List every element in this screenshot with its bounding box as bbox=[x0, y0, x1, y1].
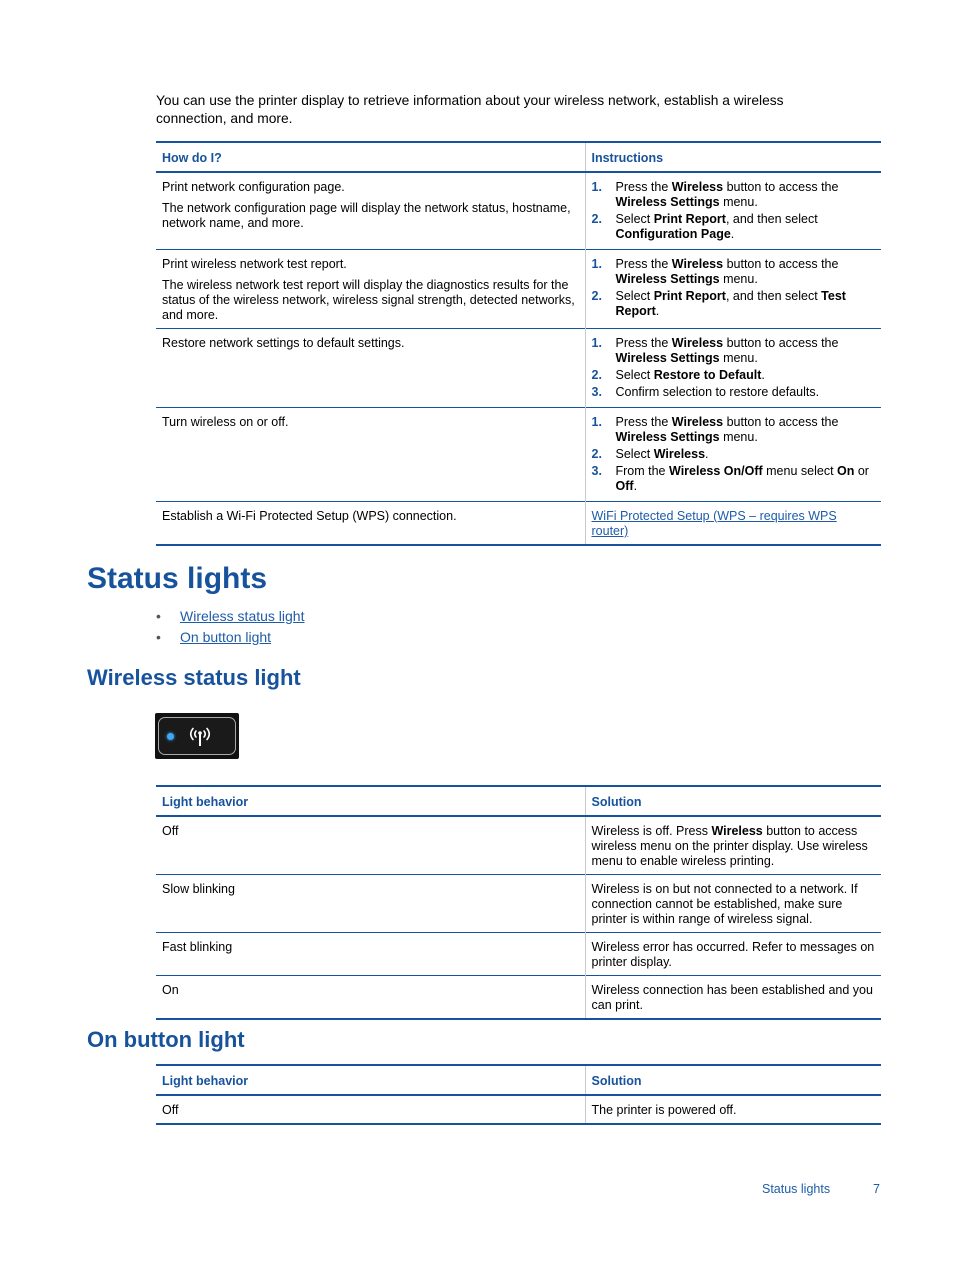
instruction-step: 2. Select Print Report, and then select Configuration Page. bbox=[591, 212, 818, 241]
column-header-solution: Solution bbox=[585, 786, 881, 816]
table-row bbox=[156, 172, 881, 250]
wireless-led bbox=[167, 733, 174, 740]
task-label: Print network configuration page. bbox=[162, 180, 345, 194]
instruction-steps bbox=[592, 180, 876, 242]
column-header-light-behavior: Light behavior bbox=[156, 1065, 585, 1095]
light-solution: Wireless error has occurred. Refer to messages on printer display. bbox=[585, 933, 881, 976]
instruction-step: 2. Select Restore to Default. bbox=[591, 368, 765, 382]
section-title-status-lights: Status lights bbox=[87, 562, 268, 595]
table-row bbox=[156, 816, 881, 875]
table-row bbox=[156, 933, 881, 976]
task-label: Restore network settings to default settings. bbox=[162, 336, 405, 350]
footer-section-title: Status lights bbox=[762, 1182, 831, 1196]
wireless-button-panel-image bbox=[155, 713, 239, 759]
instruction-step: 1. Press the Wireless button to access the Wireless Settings menu. bbox=[591, 415, 839, 444]
instruction-steps bbox=[592, 257, 876, 319]
table-row bbox=[156, 875, 881, 933]
instruction-step: 2. Select Wireless. bbox=[591, 447, 709, 461]
light-behavior: Slow blinking bbox=[156, 875, 585, 933]
column-header-instructions: Instructions bbox=[585, 142, 881, 172]
light-solution: The printer is powered off. bbox=[585, 1095, 881, 1124]
light-solution: Wireless is off. Press Wireless button to access wireless menu on the printer display. Use wireless menu to enable wireless printing. bbox=[585, 816, 881, 875]
instruction-step: 1. Press the Wireless button to access the Wireless Settings menu. bbox=[591, 257, 839, 286]
light-behavior: Off bbox=[162, 824, 179, 838]
table-row bbox=[156, 976, 881, 1020]
table-row bbox=[156, 329, 881, 408]
section-title-wireless-status-light: Wireless status light bbox=[87, 665, 301, 690]
light-behavior: On bbox=[156, 976, 585, 1020]
intro-paragraph: You can use the printer display to retrieve information about your wireless network, establish a wireless connection, and more. bbox=[156, 93, 784, 126]
table-row bbox=[156, 250, 881, 329]
task-description: The wireless network test report will display the diagnostics results for the status of the wireless network, wireless signal strength, detected networks, and more. bbox=[162, 278, 575, 322]
light-behavior: Fast blinking bbox=[156, 933, 585, 976]
wireless-light-table bbox=[156, 785, 881, 1020]
toc-link-on-button-light[interactable]: On button light bbox=[180, 629, 272, 645]
table-row bbox=[156, 408, 881, 502]
instruction-steps bbox=[592, 415, 876, 494]
task-label: Turn wireless on or off. bbox=[162, 415, 289, 429]
task-description: The network configuration page will display the network status, hostname, network name, and more. bbox=[162, 201, 571, 230]
on-button-light-table bbox=[156, 1064, 881, 1125]
light-solution: Wireless is on but not connected to a network. If connection cannot be established, make sure printer is within range of wireless signal. bbox=[585, 875, 881, 933]
toc-item: • Wireless status light bbox=[156, 608, 305, 624]
column-header-solution: Solution bbox=[585, 1065, 881, 1095]
instruction-step: 2. Select Print Report, and then select Test Report. bbox=[591, 289, 846, 318]
instruction-step: 1. Press the Wireless button to access the Wireless Settings menu. bbox=[591, 336, 839, 365]
instruction-steps bbox=[592, 336, 876, 400]
table-row bbox=[156, 502, 881, 546]
column-header-light-behavior: Light behavior bbox=[156, 786, 585, 816]
task-label: Print wireless network test report. bbox=[162, 257, 347, 271]
wps-setup-link[interactable]: WiFi Protected Setup (WPS – requires WPS router) bbox=[591, 509, 837, 538]
status-lights-toc bbox=[156, 606, 304, 648]
toc-link-wireless-status-light[interactable]: Wireless status light bbox=[180, 608, 305, 624]
footer-page-number: 7 bbox=[873, 1182, 880, 1196]
column-header-how-do-i: How do I? bbox=[156, 142, 585, 172]
toc-item: • On button light bbox=[156, 629, 272, 645]
light-behavior: Off bbox=[162, 1103, 179, 1117]
wireless-antenna-icon bbox=[185, 726, 215, 748]
task-label: Establish a Wi-Fi Protected Setup (WPS) connection. bbox=[162, 509, 457, 523]
instruction-step: 3. From the Wireless On/Off menu select On or Off. bbox=[591, 464, 869, 493]
instruction-step: 1. Press the Wireless button to access the Wireless Settings menu. bbox=[591, 180, 839, 209]
network-tasks-table bbox=[156, 141, 881, 546]
light-solution: Wireless connection has been established and you can print. bbox=[585, 976, 881, 1020]
section-title-on-button-light: On button light bbox=[87, 1027, 245, 1052]
table-row bbox=[156, 1095, 881, 1124]
instruction-step: 3. Confirm selection to restore defaults. bbox=[591, 385, 820, 399]
